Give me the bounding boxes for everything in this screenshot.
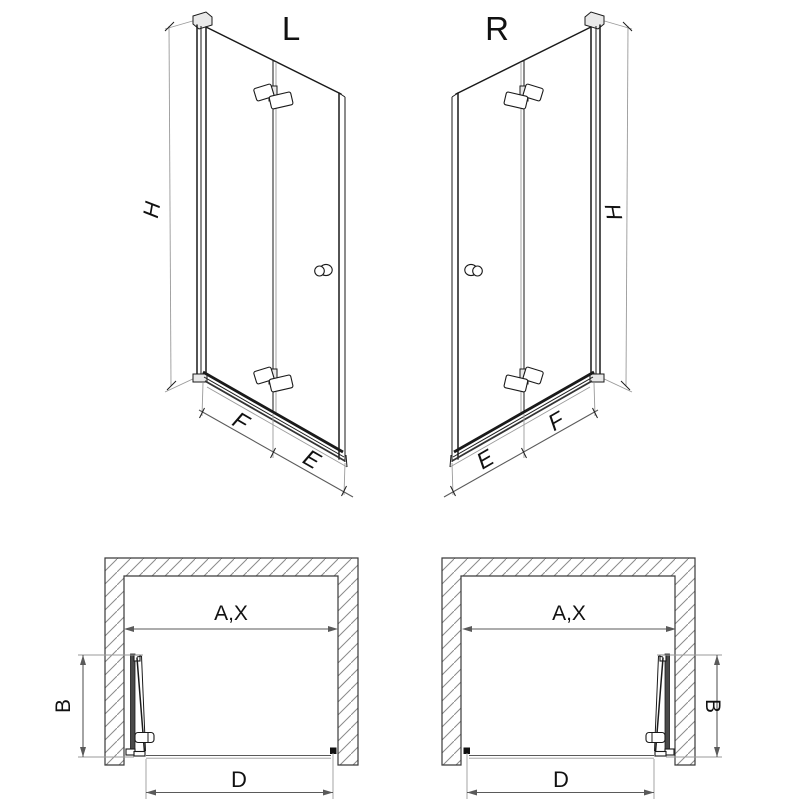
height-dimension bbox=[165, 20, 197, 392]
height-label-left: H bbox=[137, 199, 166, 220]
height-label-right: H bbox=[599, 202, 628, 223]
wall-profile bbox=[193, 12, 212, 382]
entry-label-left-plan: D bbox=[231, 767, 247, 792]
door-knob bbox=[315, 264, 332, 276]
variant-label-left: L bbox=[281, 10, 301, 47]
fold-depth-label-left-plan: B bbox=[52, 698, 75, 714]
width-label-right-plan: A,X bbox=[552, 602, 586, 625]
fold-depth-label-right-plan: B bbox=[701, 698, 724, 714]
door-panel-label-left: E bbox=[298, 443, 326, 475]
folded-door-plan bbox=[126, 654, 154, 756]
entry-label-right-plan: D bbox=[553, 767, 569, 792]
door-panel-label-right: E bbox=[471, 443, 499, 475]
hinge-top bbox=[253, 84, 293, 110]
variant-label-right: R bbox=[485, 10, 509, 47]
hinge-panel-label-left: F bbox=[228, 406, 254, 436]
knob-plan bbox=[135, 733, 154, 743]
width-dimension-ax bbox=[124, 626, 338, 632]
hinge-panel-label-right: F bbox=[543, 406, 569, 436]
width-label-left-plan: A,X bbox=[214, 602, 248, 625]
front-view-left-geometry bbox=[165, 12, 353, 497]
hinge-bottom bbox=[253, 367, 293, 393]
front-view-right-geometry bbox=[444, 12, 632, 497]
threshold-line bbox=[146, 756, 331, 759]
